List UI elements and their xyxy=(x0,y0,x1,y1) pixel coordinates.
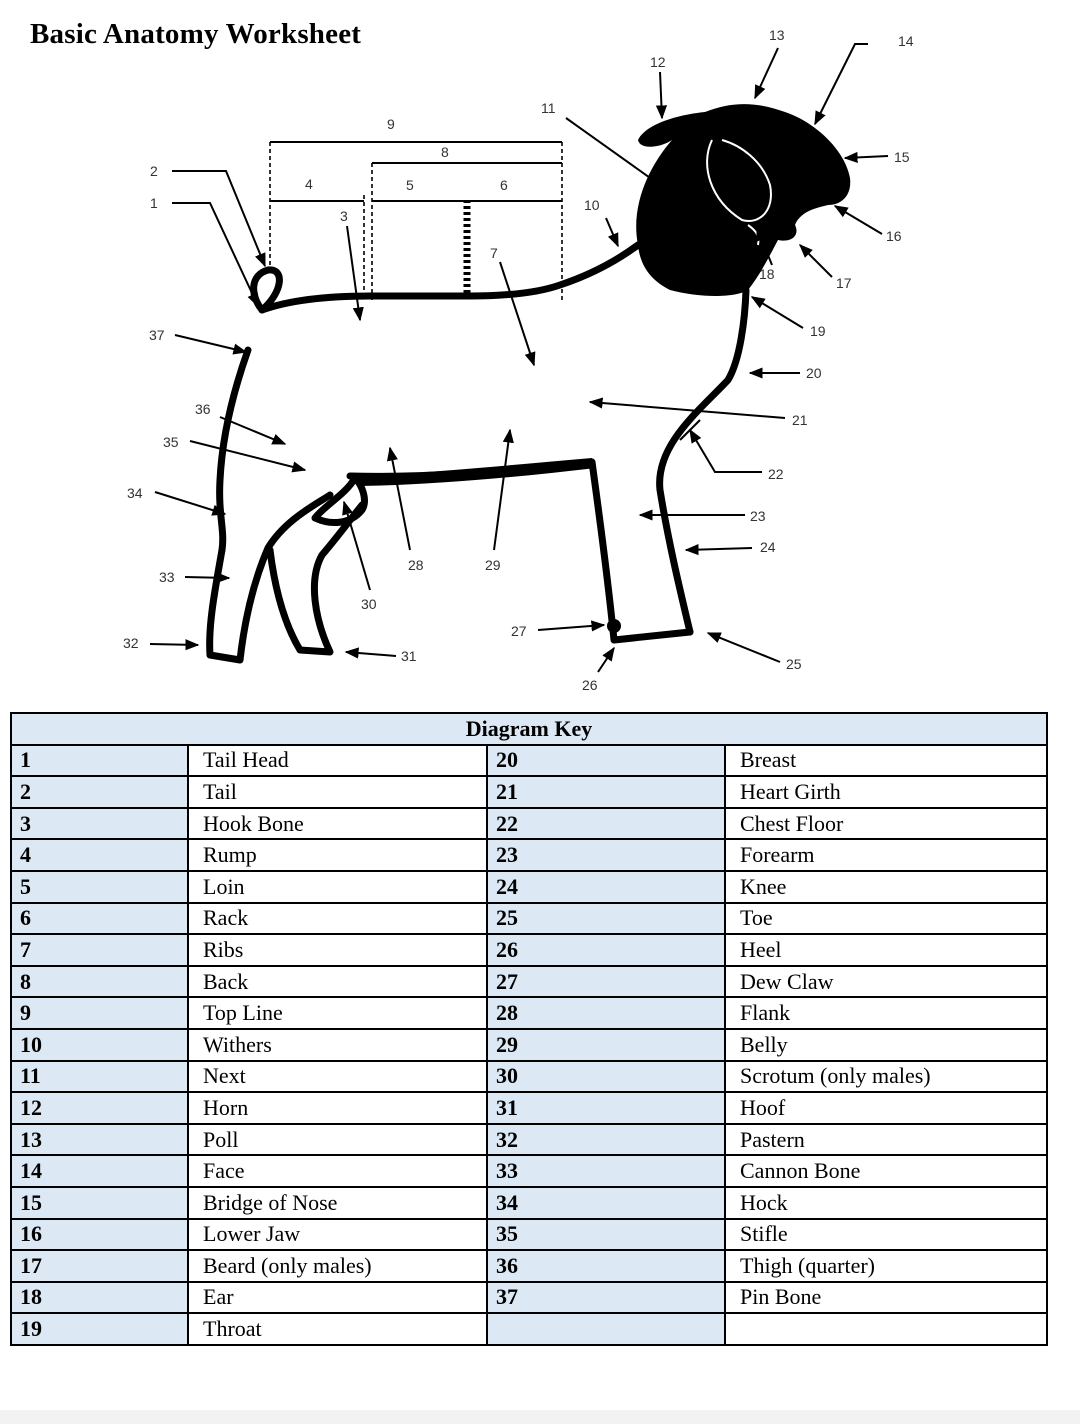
key-number-right: 32 xyxy=(487,1124,725,1156)
key-number-right xyxy=(487,1313,725,1345)
key-number-right: 35 xyxy=(487,1219,725,1251)
key-label-right: Knee xyxy=(725,871,1047,903)
callout-13: 13 xyxy=(769,27,785,43)
key-label-left: Lower Jaw xyxy=(188,1219,487,1251)
key-label-right: Stifle xyxy=(725,1219,1047,1251)
key-number-right: 34 xyxy=(487,1187,725,1219)
key-number-left: 18 xyxy=(11,1282,188,1314)
diagram-key-table xyxy=(10,712,1048,1346)
key-row xyxy=(11,934,1047,966)
key-label-left: Next xyxy=(188,1061,487,1093)
key-number-left: 6 xyxy=(11,903,188,935)
key-label-left: Throat xyxy=(188,1313,487,1345)
callout-3: 3 xyxy=(340,208,348,224)
callout-12: 12 xyxy=(650,54,666,70)
callout-17: 17 xyxy=(836,275,852,291)
callout-33: 33 xyxy=(159,569,175,585)
goat-anatomy-diagram xyxy=(0,0,1080,705)
callout-36: 36 xyxy=(195,401,211,417)
callout-37: 37 xyxy=(149,327,165,343)
key-label-left: Rump xyxy=(188,839,487,871)
key-number-left: 9 xyxy=(11,997,188,1029)
key-number-right: 21 xyxy=(487,776,725,808)
page-bottom-strip xyxy=(0,1410,1080,1424)
key-number-left: 17 xyxy=(11,1250,188,1282)
key-number-left: 8 xyxy=(11,966,188,998)
callout-31: 31 xyxy=(401,648,417,664)
key-row xyxy=(11,1092,1047,1124)
key-row xyxy=(11,1187,1047,1219)
key-label-left: Rack xyxy=(188,903,487,935)
callout-8: 8 xyxy=(441,144,449,160)
key-row xyxy=(11,808,1047,840)
key-label-right: Pastern xyxy=(725,1124,1047,1156)
key-number-left: 2 xyxy=(11,776,188,808)
belly-shadow xyxy=(352,458,596,486)
key-label-right: Heel xyxy=(725,934,1047,966)
callout-2: 2 xyxy=(150,163,158,179)
key-number-right: 33 xyxy=(487,1155,725,1187)
key-label-right: Dew Claw xyxy=(725,966,1047,998)
key-label-right: Flank xyxy=(725,997,1047,1029)
key-row xyxy=(11,997,1047,1029)
callout-24: 24 xyxy=(760,539,776,555)
callout-23: 23 xyxy=(750,508,766,524)
key-row xyxy=(11,871,1047,903)
callout-25: 25 xyxy=(786,656,802,672)
key-row xyxy=(11,1219,1047,1251)
callout-20: 20 xyxy=(806,365,822,381)
key-label-left: Hook Bone xyxy=(188,808,487,840)
callout-26: 26 xyxy=(582,677,598,693)
callout-5: 5 xyxy=(406,177,414,193)
key-number-right: 20 xyxy=(487,745,725,777)
key-label-left: Withers xyxy=(188,1029,487,1061)
callout-21: 21 xyxy=(792,412,808,428)
key-label-right: Thigh (quarter) xyxy=(725,1250,1047,1282)
key-number-right: 31 xyxy=(487,1092,725,1124)
key-label-left: Loin xyxy=(188,871,487,903)
key-row xyxy=(11,1029,1047,1061)
callout-9: 9 xyxy=(387,116,395,132)
key-number-left: 12 xyxy=(11,1092,188,1124)
key-row xyxy=(11,966,1047,998)
key-label-right: Cannon Bone xyxy=(725,1155,1047,1187)
callout-4: 4 xyxy=(305,176,313,192)
key-label-right: Belly xyxy=(725,1029,1047,1061)
key-number-left: 3 xyxy=(11,808,188,840)
key-number-right: 22 xyxy=(487,808,725,840)
key-row xyxy=(11,1313,1047,1345)
key-row xyxy=(11,839,1047,871)
callout-15: 15 xyxy=(894,149,910,165)
key-number-left: 7 xyxy=(11,934,188,966)
callout-29: 29 xyxy=(485,557,501,573)
key-label-left: Face xyxy=(188,1155,487,1187)
key-number-right: 29 xyxy=(487,1029,725,1061)
key-label-right: Hoof xyxy=(725,1092,1047,1124)
callout-1: 1 xyxy=(150,195,158,211)
callout-35: 35 xyxy=(163,434,179,450)
callout-6: 6 xyxy=(500,177,508,193)
key-number-left: 13 xyxy=(11,1124,188,1156)
key-number-left: 1 xyxy=(11,745,188,777)
measurement-guides xyxy=(270,142,562,302)
key-number-right: 23 xyxy=(487,839,725,871)
callout-34: 34 xyxy=(127,485,143,501)
key-label-right: Toe xyxy=(725,903,1047,935)
callout-30: 30 xyxy=(361,596,377,612)
key-label-left: Beard (only males) xyxy=(188,1250,487,1282)
key-number-right: 28 xyxy=(487,997,725,1029)
key-row xyxy=(11,776,1047,808)
key-number-right: 36 xyxy=(487,1250,725,1282)
callout-14: 14 xyxy=(898,33,914,49)
key-label-right: Hock xyxy=(725,1187,1047,1219)
key-number-left: 4 xyxy=(11,839,188,871)
key-label-right: Heart Girth xyxy=(725,776,1047,808)
key-label-left: Tail xyxy=(188,776,487,808)
key-number-left: 10 xyxy=(11,1029,188,1061)
key-label-left: Poll xyxy=(188,1124,487,1156)
callout-11: 11 xyxy=(541,100,556,116)
worksheet-title: Basic Anatomy Worksheet xyxy=(30,18,362,50)
key-number-right: 24 xyxy=(487,871,725,903)
key-label-left: Tail Head xyxy=(188,745,487,777)
key-number-left: 11 xyxy=(11,1061,188,1093)
key-number-right: 26 xyxy=(487,934,725,966)
key-number-right: 27 xyxy=(487,966,725,998)
key-label-left: Back xyxy=(188,966,487,998)
key-row xyxy=(11,1250,1047,1282)
callout-7: 7 xyxy=(490,245,498,261)
key-label-left: Top Line xyxy=(188,997,487,1029)
key-label-left: Ribs xyxy=(188,934,487,966)
key-label-right xyxy=(725,1313,1047,1345)
key-label-right: Forearm xyxy=(725,839,1047,871)
callout-19: 19 xyxy=(810,323,826,339)
key-row xyxy=(11,903,1047,935)
key-label-right: Chest Floor xyxy=(725,808,1047,840)
callout-32: 32 xyxy=(123,635,139,651)
goat-outline xyxy=(210,245,746,660)
key-row xyxy=(11,745,1047,777)
callout-10: 10 xyxy=(584,197,600,213)
key-label-right: Scrotum (only males) xyxy=(725,1061,1047,1093)
key-number-left: 14 xyxy=(11,1155,188,1187)
key-row xyxy=(11,1282,1047,1314)
key-number-left: 5 xyxy=(11,871,188,903)
key-number-right: 25 xyxy=(487,903,725,935)
key-label-left: Horn xyxy=(188,1092,487,1124)
callout-16: 16 xyxy=(886,228,902,244)
key-row xyxy=(11,1155,1047,1187)
key-body xyxy=(11,745,1047,1345)
key-header-row xyxy=(11,713,1047,745)
key-label-right: Breast xyxy=(725,745,1047,777)
key-label-left: Bridge of Nose xyxy=(188,1187,487,1219)
callout-28: 28 xyxy=(408,557,424,573)
key-number-right: 30 xyxy=(487,1061,725,1093)
callout-22: 22 xyxy=(768,466,784,482)
key-number-left: 16 xyxy=(11,1219,188,1251)
key-number-right: 37 xyxy=(487,1282,725,1314)
key-number-left: 19 xyxy=(11,1313,188,1345)
callout-18: 18 xyxy=(759,266,775,282)
key-number-left: 15 xyxy=(11,1187,188,1219)
key-row xyxy=(11,1124,1047,1156)
callout-27: 27 xyxy=(511,623,527,639)
key-header: Diagram Key xyxy=(11,713,1047,745)
key-label-left: Ear xyxy=(188,1282,487,1314)
key-label-right: Pin Bone xyxy=(725,1282,1047,1314)
key-row xyxy=(11,1061,1047,1093)
